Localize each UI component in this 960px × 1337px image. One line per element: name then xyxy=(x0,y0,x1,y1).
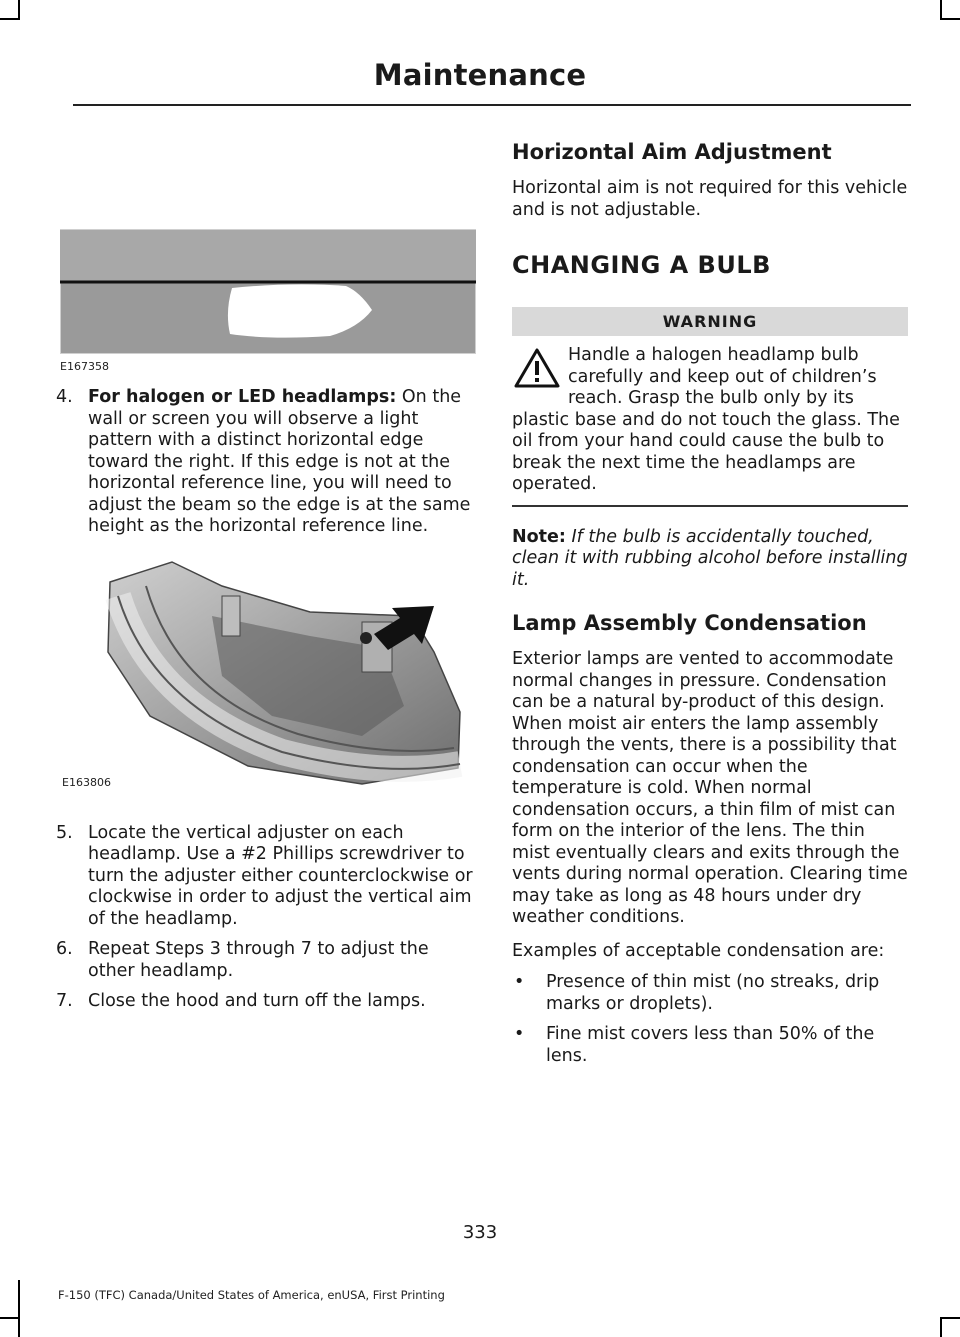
footer-text: F-150 (TFC) Canada/United States of America, enUSA, First Printing xyxy=(58,1288,445,1302)
step-number: 5. xyxy=(56,822,73,843)
bullet-item xyxy=(512,972,908,1015)
crop-mark-bottom-right xyxy=(940,1317,942,1337)
header-rule xyxy=(73,104,911,106)
step-number: 7. xyxy=(56,991,73,1011)
warning-bar: WARNING xyxy=(512,307,908,336)
right-column xyxy=(512,140,908,1076)
warning-text: Handle a halogen headlamp bulb carefully and keep out of children’s reach. Grasp the bulb only by its plastic base and do not touch the glass. The oil from your hand could cause the bulb to break the next time the headlamps are operated. xyxy=(512,345,900,494)
step-4 xyxy=(56,387,476,538)
bullet-dot: • xyxy=(514,1024,525,1044)
left-column xyxy=(56,216,476,1022)
step-5 xyxy=(56,823,476,931)
horizontal-aim-heading: Horizontal Aim Adjustment xyxy=(512,140,832,164)
note-label: Note: xyxy=(512,526,566,547)
step-text: On the wall or screen you will observe a light pattern with a distinct horizontal edge toward the right. If this edge is not at the horizontal reference line, you will need to adjust the beam so the edge is at the same height as the horizontal reference line. xyxy=(88,387,471,536)
changing-bulb-heading: CHANGING A BULB xyxy=(512,251,771,279)
crop-mark-top-right-h xyxy=(940,18,960,20)
light-pattern-illustration xyxy=(60,216,476,354)
step-6 xyxy=(56,939,476,982)
figure-code: E167358 xyxy=(60,360,109,373)
step-body xyxy=(88,387,476,538)
warning-block xyxy=(512,345,908,496)
step-7 xyxy=(56,991,476,1013)
crop-mark-bottom-right-h xyxy=(940,1317,960,1319)
figure-code: E163806 xyxy=(62,775,111,789)
page-header-title: Maintenance xyxy=(373,58,587,92)
figure-light-pattern xyxy=(60,216,476,373)
headlamp-adjuster-illustration xyxy=(62,556,476,794)
page-number: 333 xyxy=(462,1222,498,1243)
crop-mark-bottom-left-h xyxy=(0,1317,20,1319)
crop-mark-top-left xyxy=(18,0,20,20)
condensation-text: Exterior lamps are vented to accommodate normal changes in pressure. Condensation can be a natural by-product of this design. When moist air enters the lamp assembly through the vents, there is a possibility that condensation can occur when the temperature is cold. When normal condensation occurs, a thin film of mist can form on the interior of the lens. The thin mist eventually clears and exits through the vents during normal operation. Clearing time may take as long as 48 hours under dry weather conditions. xyxy=(512,649,908,927)
steps-list xyxy=(56,823,476,1013)
note xyxy=(512,527,908,592)
crop-mark-top-left-h xyxy=(0,18,20,20)
note-text: If the bulb is accidentally touched, clean it with rubbing alcohol before installing it. xyxy=(512,526,908,590)
condensation-heading: Lamp Assembly Condensation xyxy=(512,611,867,635)
step-number: 4. xyxy=(56,387,73,407)
step-number: 6. xyxy=(56,939,73,959)
crop-mark-bottom-left xyxy=(18,1280,20,1337)
step-text: Locate the vertical adjuster on each headlamp. Use a #2 Phillips screwdriver to turn the adjuster either counterclockwise or clockwise in order to adjust the vertical aim of the headlamp. xyxy=(88,822,473,929)
bullet-text: Fine mist covers less than 50% of the lens. xyxy=(546,1024,875,1066)
warning-icon xyxy=(514,347,560,389)
figure-headlamp xyxy=(62,556,476,789)
crop-mark-top-right xyxy=(940,0,942,20)
bullet-item xyxy=(512,1024,908,1067)
horizontal-aim-text: Horizontal aim is not required for this vehicle and is not adjustable. xyxy=(512,178,908,220)
warning-rule xyxy=(512,505,908,507)
step-lead: For halogen or LED headlamps: xyxy=(88,387,397,407)
step-text: Repeat Steps 3 through 7 to adjust the other headlamp. xyxy=(88,939,429,981)
bullet-dot: • xyxy=(514,972,525,992)
step-text: Close the hood and turn off the lamps. xyxy=(88,991,426,1011)
bullet-text: Presence of thin mist (no streaks, drip marks or droplets). xyxy=(546,972,880,1014)
examples-intro: Examples of acceptable condensation are: xyxy=(512,940,885,961)
